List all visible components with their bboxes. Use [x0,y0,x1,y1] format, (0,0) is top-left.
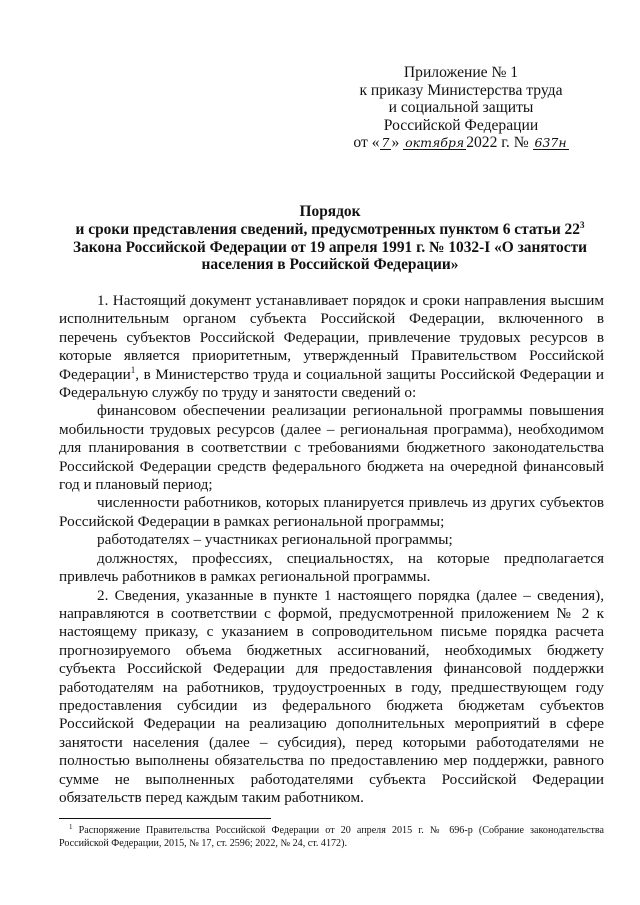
title-line-2-text: и сроки представления сведений, предусмотренных пунктом 6 статьи 22 [75,220,580,238]
document-body [59,292,604,807]
appendix-number: Приложение № 1 [403,64,519,81]
footnote-reference: 1 [130,364,136,375]
date-mid: » [391,134,404,152]
footnote-divider [59,818,271,819]
title-line-1: Порядок [299,203,361,220]
year-text: 2022 г. № [466,134,529,152]
federation-line: Российской Федерации [383,116,539,134]
appendix-header [330,64,592,152]
paragraph-1-tail: , в Министерство труда и социальной защиты Российской Федерации и Федеральную службу по труду и занятости сведений о: [59,365,604,402]
ministry-line: и социальной защиты [388,99,534,117]
title-line-2 [60,221,600,239]
title-superscript: 3 [579,219,585,230]
paragraph-financing: финансовом обеспечении реализации региональной программы повышения мобильности трудовых ресурсов (далее – региональная программа), необходимом для планирования в соответствии с требованиями бюджетного законодательства Российской Федерации средств федерального бюджета на очередной финансовый год и плановый период; [59,402,604,494]
handwritten-day: 7 [381,135,390,151]
order-reference-line: к приказу Министерства труда [359,81,563,99]
paragraph-1 [59,292,604,402]
document-title [60,203,600,274]
paragraph-workers-count: численности работников, которых планируется привлечь из других субъектов Российской Федерации в рамках региональной программы; [59,494,604,530]
date-prefix: от « [353,134,380,152]
handwritten-order-number: 637н [534,135,567,151]
title-line-4: населения в Российской Федерации» [201,256,459,274]
footnote-text: Распоряжение Правительства Российской Федерации от 20 апреля 2015 г. № 696-р (Собрание законодательства Российской Федерации, 2015, № 17, ст. 2596; 2022, № 24, ст. 4172). [59,825,604,850]
footnote-marker: 1 [69,823,73,831]
handwritten-month: октября [405,135,465,151]
title-line-3: Закона Российской Федерации от 19 апреля 1991 г. № 1032-I «О занятости [72,238,587,256]
paragraph-positions: должностях, профессиях, специальностях, на которые предполагается привлечь работников в рамках региональной программы. [59,549,604,586]
footnote [59,824,604,850]
paragraph-employers: работодателях – участниках региональной программы; [97,531,453,549]
paragraph-2: 2. Сведения, указанные в пункте 1 настоящего порядка (далее – сведения), направляются в соответствии с формой, предусмотренной приложением № 2 к настоящему приказу, с указанием в сопроводительном письме порядка расчета прогнозируемого объема бюджетных ассигнований, необходимых бюджету субъекта Российской Федерации для предоставления финансовой поддержки работодателям на работников, трудоустроенных в году, предшествующем году предоставления субсидии из федерального бюджета бюджетам субъектов Российской Федерации на реализацию дополнительных мероприятий в сфере занятости населения (далее – субсидия), перед которыми работодателями не полностью выполнены обязательства по предоставлению мер поддержки, равного сумме не выполненных работодателями субъекта Российской Федерации обязательств перед каждым таким работником. [59,586,604,806]
order-date-line [330,134,592,152]
paragraph-1-text: 1. Настоящий документ устанавливает порядок и сроки направления высшим исполнительным органом субъекта Российской Федерации, включенного в перечень субъектов Российской Федерации, привлечение трудовых ресурсов в которые является приоритетным, утвержденный Правительством Российской Федерации [59,292,604,383]
